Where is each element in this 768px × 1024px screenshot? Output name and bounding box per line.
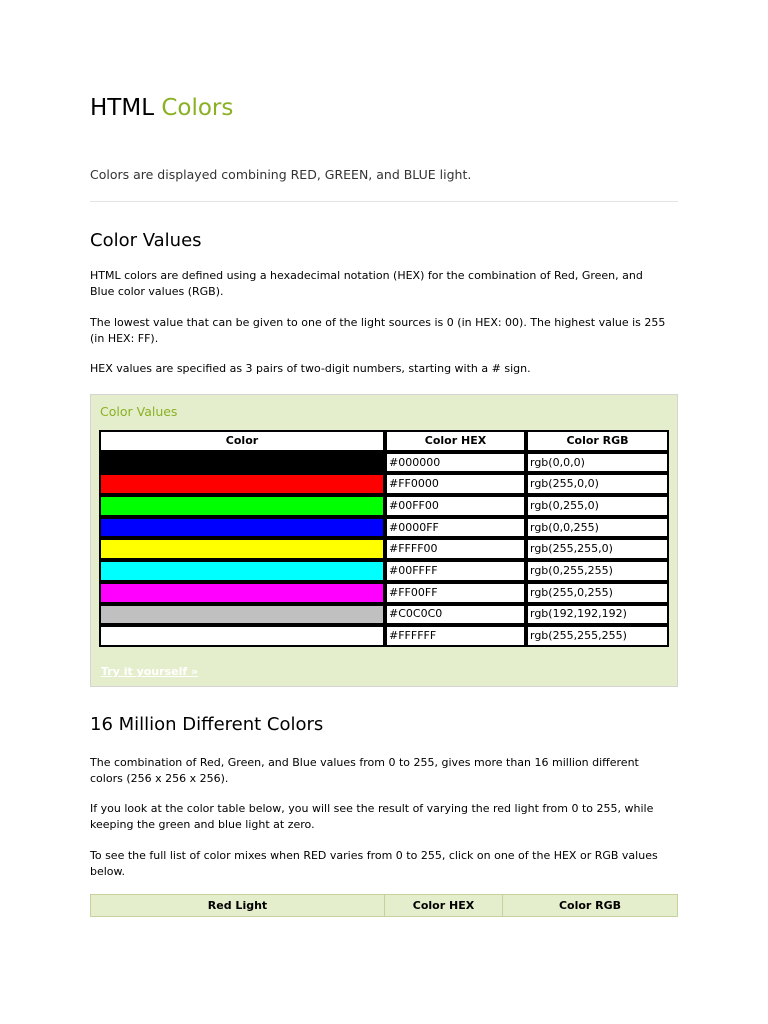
color-hex-cell: #00FF00 [385,495,526,517]
table-row [99,473,669,495]
header-color: Color [99,430,385,452]
table-row [99,538,669,560]
example-title: Color Values [100,404,178,419]
table-row [99,495,669,517]
color-hex-cell: #0000FF [385,517,526,539]
page-title [90,93,233,123]
color-hex-cell: #FFFF00 [385,538,526,560]
header-color-rgb: Color RGB [503,895,678,917]
color-rgb-cell: rgb(0,255,255) [526,560,669,582]
color-swatch [99,625,385,647]
color-swatch [99,452,385,474]
table-row [99,452,669,474]
color-rgb-cell: rgb(0,0,0) [526,452,669,474]
intro-text: Colors are displayed combining RED, GREEN, and BLUE light. [90,167,472,182]
paragraph-combination: The combination of Red, Green, and Blue values from 0 to 255, gives more than 16 million different colors (256 x 256 x 256). [90,756,639,785]
table-row [99,604,669,626]
color-rgb-cell: rgb(255,0,0) [526,473,669,495]
color-swatch [99,538,385,560]
example-box [90,394,678,687]
color-hex-cell: #C0C0C0 [385,604,526,626]
paragraph-lowest-highest: The lowest value that can be given to one of the light sources is 0 (in HEX: 00). The highest value is 255 (in HEX: FF). [90,316,666,345]
color-hex-cell: #FFFFFF [385,625,526,647]
try-it-yourself-link[interactable]: Try it yourself » [101,665,199,678]
header-color-hex: Color HEX [385,895,503,917]
color-values-table [99,430,669,647]
color-swatch [99,560,385,582]
page-title-accent: Colors [161,95,234,121]
table-row [99,517,669,539]
color-hex-cell: #00FFFF [385,560,526,582]
section-heading-color-values: Color Values [90,230,202,251]
color-swatch [99,473,385,495]
color-swatch [99,604,385,626]
table-header-row [99,430,669,452]
color-hex-cell: #000000 [385,452,526,474]
color-swatch [99,517,385,539]
color-rgb-cell: rgb(255,255,255) [526,625,669,647]
header-color-rgb: Color RGB [526,430,669,452]
divider [90,201,678,202]
color-rgb-cell: rgb(255,0,255) [526,582,669,604]
color-swatch [99,582,385,604]
table-row [99,560,669,582]
page-title-plain: HTML [90,95,155,121]
paragraph-full-list: To see the full list of color mixes when RED varies from 0 to 255, click on one of the HEX or RGB values below. [90,849,658,878]
header-red-light: Red Light [91,895,385,917]
paragraph-hex-definition: HTML colors are defined using a hexadecimal notation (HEX) for the combination of Red, Green, and Blue color values (RGB). [90,269,643,298]
paragraph-varying-red: If you look at the color table below, you will see the result of varying the red light from 0 to 255, while keeping the green and blue light at zero. [90,802,654,831]
table-row [99,582,669,604]
color-rgb-cell: rgb(255,255,0) [526,538,669,560]
color-rgb-cell: rgb(0,255,0) [526,495,669,517]
color-rgb-cell: rgb(192,192,192) [526,604,669,626]
section-heading-16-million: 16 Million Different Colors [90,714,324,735]
color-swatch [99,495,385,517]
color-rgb-cell: rgb(0,0,255) [526,517,669,539]
color-hex-cell: #FF0000 [385,473,526,495]
red-light-table [90,894,678,917]
table-row [99,625,669,647]
header-color-hex: Color HEX [385,430,526,452]
color-hex-cell: #FF00FF [385,582,526,604]
paragraph-hex-pairs: HEX values are specified as 3 pairs of two-digit numbers, starting with a # sign. [90,362,531,375]
table-header-row [91,895,678,917]
